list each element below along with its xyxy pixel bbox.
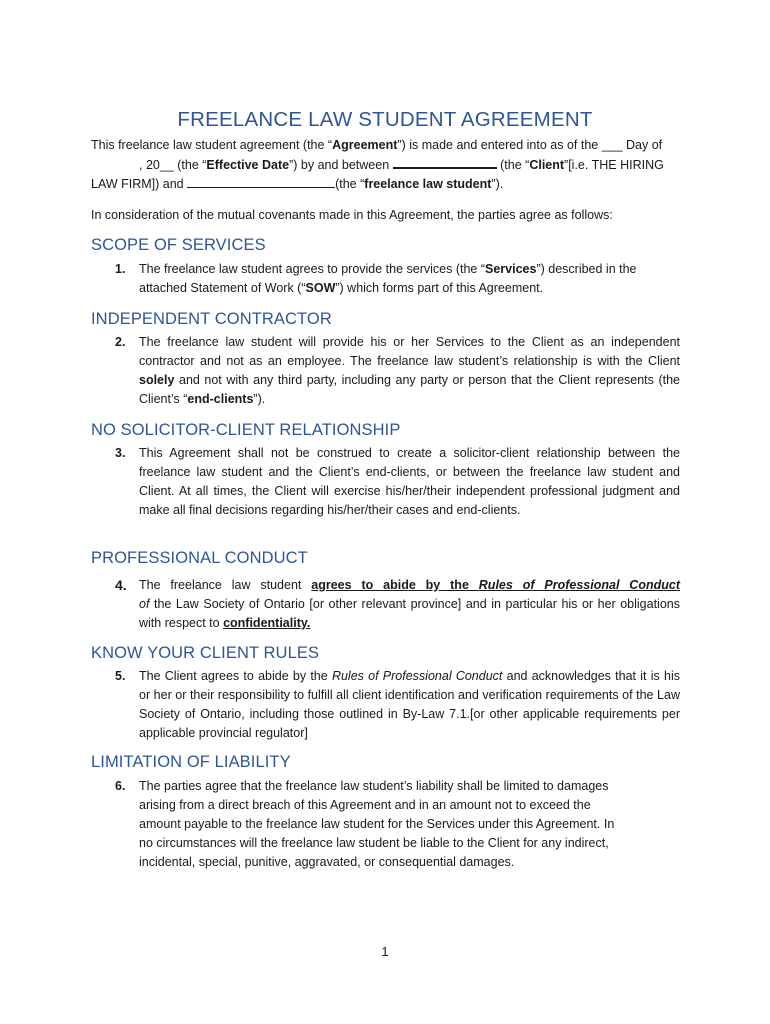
confidentiality-term: confidentiality. [223,616,311,630]
body-line: The parties agree that the freelance law student’s liability shall be limited to damages [139,779,609,793]
intro-text: ”) by and between [289,158,390,172]
intro-text: This freelance law student agreement (the “ [91,138,333,152]
consideration-paragraph: In consideration of the mutual covenants made in this Agreement, the parties agree as follows: [91,208,613,222]
body-text: and acknowledges that it is his or her or their responsibility to fulfill all client identification and verification requirements of the Law Society of Ontario, including those outlined in By-Law 7.1.[or other applicable requirements per applicable provincial regulator] [139,669,680,740]
body-text: This Agreement shall not be construed to create a solicitor-client relationship between the freelance law student and the Client’s end-clients, or between the freelance law student and Client. At all times, the Client will exercise his/her/their independent professional judgment and make all final decisions regarding his/her/their cases and end-clients. [139,446,680,517]
client-term: Client [529,158,565,172]
rules-term: Rules of Professional Conduct [331,669,503,683]
section-body [139,777,680,872]
body-text: of [139,597,150,611]
section-number: 4. [115,577,127,593]
body-line: no circumstances will the freelance law student be liable to the Client for any indirect, [139,836,609,850]
rules-term: Rules of Professional Conduct [478,578,680,592]
intro-text: (the “ [500,158,530,172]
document-title: FREELANCE LAW STUDENT AGREEMENT [177,108,593,131]
body-line: arising from a direct breach of this Agreement and in an amount not to exceed the [139,798,591,812]
end-clients-term: end-clients [187,392,254,406]
section-number: 1. [115,262,126,276]
section-body [139,667,680,743]
section-heading: LIMITATION OF LIABILITY [91,753,291,771]
section-body [139,333,680,409]
body-line: amount payable to the freelance law student for the Services under this Agreement. In [139,817,615,831]
section-body [139,444,680,520]
effective-date-term: Effective Date [206,158,290,172]
section-heading: KNOW YOUR CLIENT RULES [91,644,320,662]
body-text: ”). [253,392,266,406]
body-text: and not with any third party, including any party or person that the Client represents (the Client’s “ [139,373,680,406]
section-body [139,260,680,298]
services-term: Services [485,262,537,276]
body-text: The freelance law student will provide his or her Services to the Client as an independent contractor and not as an employee. The freelance law student’s relationship is with the Client [139,335,680,368]
solely-term: solely [139,373,175,387]
intro-text: ”) is made and entered into as of the ___ Day of [397,138,663,152]
page-number: 1 [381,944,389,959]
body-text: ”) which forms part of this Agreement. [335,281,544,295]
section-heading: PROFESSIONAL CONDUCT [91,549,308,567]
body-text: The freelance law student [139,578,312,592]
section-number: 6. [115,779,126,793]
section-body [139,576,680,633]
body-text: the Law Society of Ontario [or other relevant province] and in particular his or her obligations with respect to [139,597,680,630]
body-line: incidental, special, punitive, aggravated, or consequential damages. [139,855,515,869]
section-number: 5. [115,669,126,683]
section-heading: NO SOLICITOR-CLIENT RELATIONSHIP [91,421,401,439]
intro-text: ”[i.e. THE HIRING LAW FIRM]) and [91,158,664,191]
intro-text: (the “ [335,177,365,191]
body-text: The Client agrees to abide by the [139,669,332,683]
sow-term: SOW [305,281,336,295]
student-name-blank[interactable] [187,175,335,188]
student-term: freelance law student [364,177,492,191]
section-number: 3. [115,446,126,460]
body-text: ”) described in the attached Statement of Work (“ [139,262,637,295]
section-heading: SCOPE OF SERVICES [91,236,266,254]
agrees-term: agrees to abide by the [311,578,479,592]
agreement-term: Agreement [332,138,398,152]
body-text: The freelance law student agrees to provide the services (the “ [139,262,486,276]
intro-paragraph [91,136,681,194]
client-name-blank[interactable] [393,155,497,169]
section-heading: INDEPENDENT CONTRACTOR [91,310,332,328]
section-number: 2. [115,335,126,349]
intro-text: , 20__ (the “ [139,158,207,172]
intro-text: ”). [491,177,504,191]
